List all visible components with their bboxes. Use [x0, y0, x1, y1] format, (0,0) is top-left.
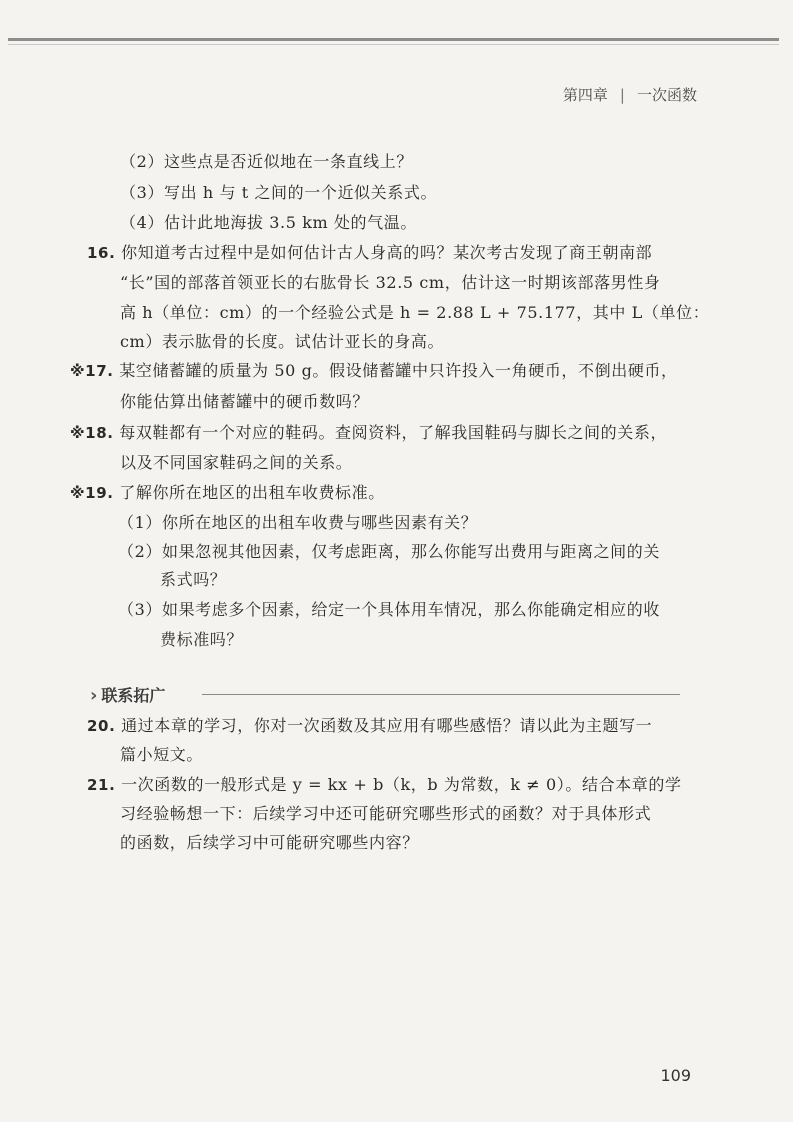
exercise-18-number: ※18. [70, 424, 114, 442]
exercise-21-line-2: 习经验畅想一下：后续学习中还可能研究哪些形式的函数？对于具体形式 [120, 804, 652, 823]
exercise-15-item-2: （2）这些点是否近似地在一条直线上？ [120, 152, 413, 171]
exercise-15-item-3: （3）写出 h 与 t 之间的一个近似关系式。 [120, 183, 438, 202]
exercise-21-line-1 [87, 775, 682, 795]
exercise-16-line-4: cm）表示肱骨的长度。试估计亚长的身高。 [120, 332, 445, 351]
exercise-17-text: 某空储蓄罐的质量为 50 g。假设储蓄罐中只许投入一角硬币，不倒出硬币， [119, 361, 678, 380]
exercise-17-line-1 [70, 361, 678, 381]
top-border-rule-thin [8, 44, 779, 45]
exercise-19-item-3-cont: 费标准吗？ [160, 630, 244, 649]
section-heading-title: 联系拓广 [101, 686, 166, 705]
exercise-19-item-2-cont: 系式吗？ [160, 570, 227, 589]
exercise-18-line-1 [70, 423, 667, 443]
exercise-17-number: ※17. [70, 362, 114, 380]
exercise-21-text: 一次函数的一般形式是 y = kx + b（k，b 为常数，k ≠ 0）。结合本章的学 [121, 775, 682, 794]
exercise-19-text: 了解你所在地区的出租车收费标准。 [119, 483, 385, 502]
exercise-21-number: 21. [87, 776, 116, 794]
exercise-19-number: ※19. [70, 484, 114, 502]
exercise-19-item-1: （1）你所在地区的出租车收费与哪些因素有关？ [118, 513, 478, 532]
chapter-title: 一次函数 [636, 86, 697, 104]
exercise-21-line-3: 的函数，后续学习中可能研究哪些内容？ [120, 833, 419, 852]
exercise-16-number: 16. [87, 244, 116, 262]
exercise-16-text: 你知道考古过程中是如何估计古人身高的吗？某次考古发现了商王朝南部 [121, 243, 653, 262]
chevron-right-icon: › [90, 685, 98, 706]
exercise-16-line-1 [87, 243, 652, 263]
exercise-20-number: 20. [87, 717, 116, 735]
exercise-18-line-2: 以及不同国家鞋码之间的关系。 [120, 453, 353, 472]
exercise-16-line-2: “长”国的部落首领亚长的右肱骨长 32.5 cm，估计这一时期该部落男性身 [120, 273, 661, 292]
header-separator: | [619, 86, 625, 104]
exercise-19-item-3: （3）如果考虑多个因素，给定一个具体用车情况，那么你能确定相应的收 [118, 600, 660, 619]
exercise-17-line-2: 你能估算出储蓄罐中的硬币数吗？ [120, 392, 370, 411]
running-header [563, 84, 697, 105]
exercise-19-line-1 [70, 483, 385, 503]
exercise-19-item-2: （2）如果忽视其他因素，仅考虑距离，那么你能写出费用与距离之间的关 [118, 542, 660, 561]
exercise-20-line-1 [87, 716, 652, 736]
exercise-20-line-2: 篇小短文。 [120, 745, 204, 764]
exercise-16-line-3: 高 h（单位：cm）的一个经验公式是 h = 2.88 L + 75.177，其中 L（单位： [120, 303, 710, 322]
top-border-rule [8, 38, 779, 41]
exercise-18-text: 每双鞋都有一个对应的鞋码。查阅资料，了解我国鞋码与脚长之间的关系， [119, 423, 668, 442]
page-number: 109 [660, 1066, 691, 1085]
exercise-20-text: 通过本章的学习，你对一次函数及其应用有哪些感悟？请以此为主题写一 [121, 716, 653, 735]
section-heading [90, 683, 165, 706]
chapter-label: 第四章 [562, 86, 608, 104]
exercise-15-item-4: （4）估计此地海拔 3.5 km 处的气温。 [120, 213, 417, 232]
section-heading-rule [202, 694, 680, 695]
